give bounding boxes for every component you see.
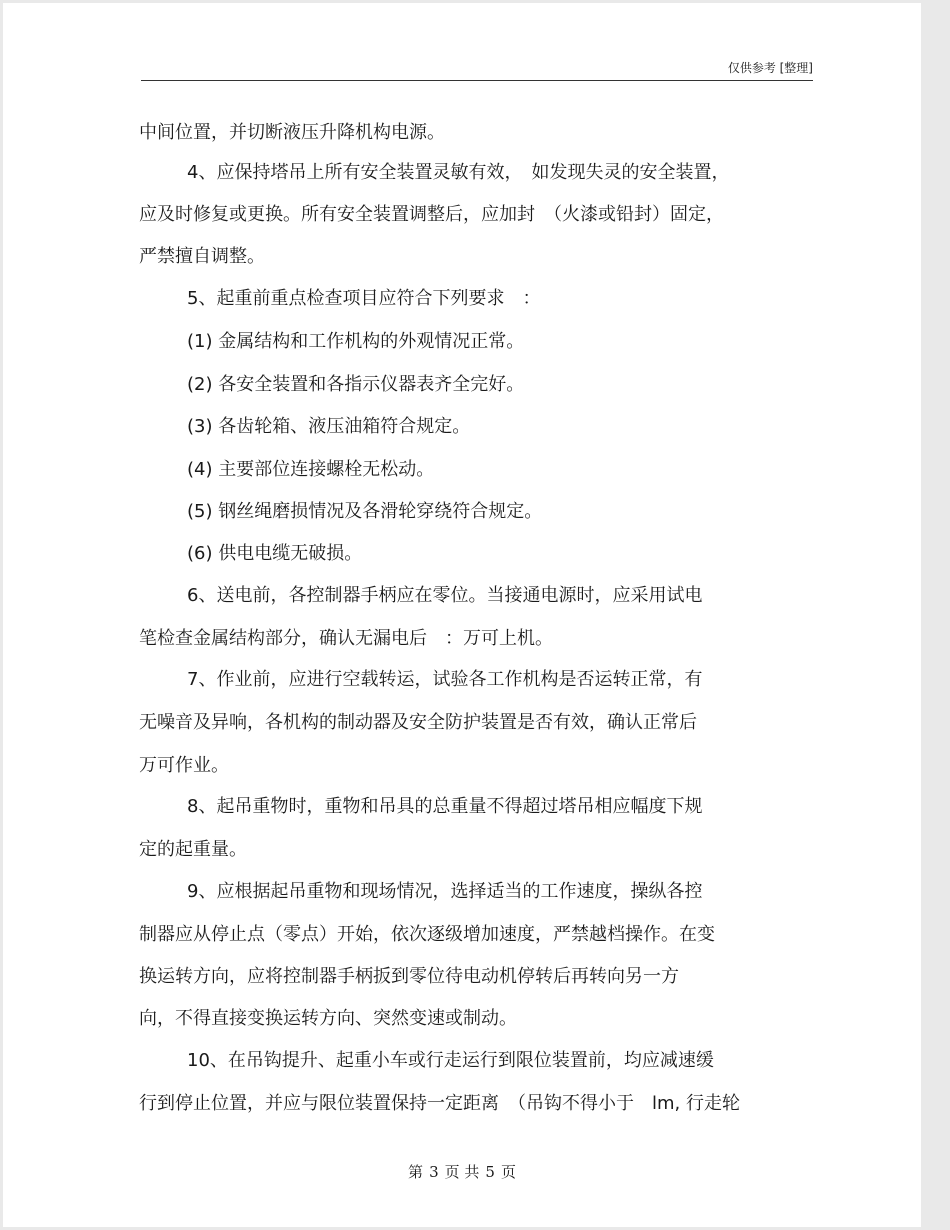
text-line: 定的起重量。 (139, 839, 247, 860)
text-line: 7、作业前，应进行空载转运，试验各工作机构是否运转正常，有 (187, 669, 703, 690)
list-item: (3) 各齿轮箱、液压油箱符合规定。 (187, 416, 471, 437)
text-line: 10、在吊钩提升、起重小车或行走运行到限位装置前，均应减速缓 (187, 1050, 714, 1071)
text-line: 中间位置，并切断液压升降机构电源。 (139, 122, 445, 143)
page-number-suffix: 页 (500, 1163, 516, 1181)
text-line: 9、应根据起吊重物和现场情况，选择适当的工作速度，操纵各控 (187, 881, 703, 902)
page-number (3, 1161, 921, 1182)
page-number-current: 3 (429, 1163, 439, 1181)
list-item: (6) 供电电缆无破损。 (187, 543, 363, 564)
list-item: (2) 各安全装置和各指示仪器表齐全完好。 (187, 374, 525, 395)
text-line: 4、应保持塔吊上所有安全装置灵敏有效， 如发现失灵的安全装置， (187, 162, 730, 183)
text-line: 向，不得直接变换运转方向、突然变速或制动。 (139, 1008, 517, 1029)
text-line: 8、起吊重物时，重物和吊具的总重量不得超过塔吊相应幅度下规 (187, 796, 703, 817)
text-line: 换运转方向，应将控制器手柄扳到零位待电动机停转后再转向另一方 (139, 966, 679, 987)
text-line: 行到停止位置，并应与限位装置保持一定距离 （吊钩不得小于 lm, 行走轮 (139, 1093, 740, 1114)
text-line: 应及时修复或更换。所有安全装置调整后，应加封 （火漆或铅封）固定， (139, 204, 724, 225)
text-line: 无噪音及异响，各机构的制动器及安全防护装置是否有效，确认正常后 (139, 712, 697, 733)
header-rule (141, 80, 813, 81)
page-number-prefix: 第 (408, 1163, 424, 1181)
text-line: 5、起重前重点检查项目应符合下列要求 ： (187, 288, 541, 309)
list-item: (4) 主要部位连接螺栓无松动。 (187, 459, 435, 480)
document-page (3, 3, 921, 1227)
list-item: (5) 钢丝绳磨损情况及各滑轮穿绕符合规定。 (187, 501, 543, 522)
list-item: (1) 金属结构和工作机构的外观情况正常。 (187, 331, 525, 352)
page-number-mid: 页 共 (444, 1163, 480, 1181)
text-line: 制器应从停止点（零点）开始，依次逐级增加速度，严禁越档操作。在变 (139, 924, 715, 945)
text-line: 严禁擅自调整。 (139, 246, 265, 267)
text-line: 6、送电前，各控制器手柄应在零位。当接通电源时，应采用试电 (187, 585, 703, 606)
page-number-total: 5 (485, 1163, 495, 1181)
text-line: 笔检查金属结构部分，确认无漏电后 ：万可上机。 (139, 628, 553, 649)
text-line: 万可作业。 (139, 755, 229, 776)
header-note: 仅供参考 [整理] (727, 61, 813, 75)
